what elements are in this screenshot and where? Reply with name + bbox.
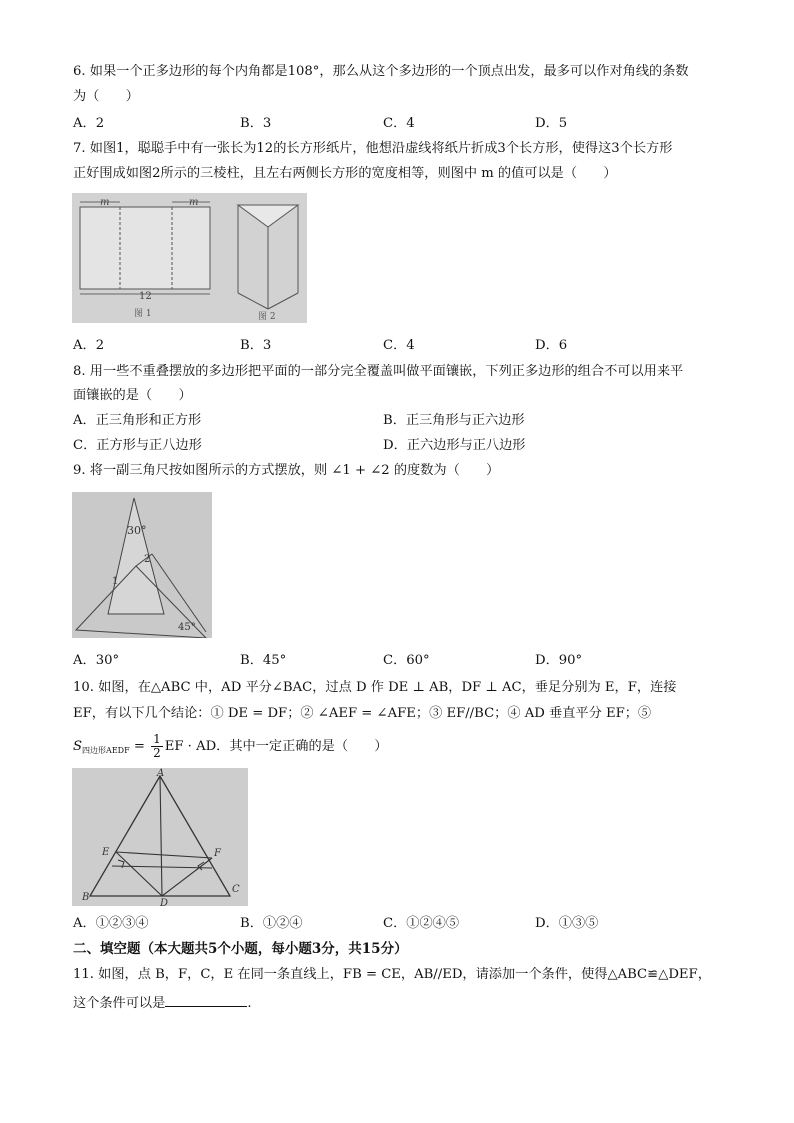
q11-stem-line1: 11. 如图，点 B，F，C，E 在同一条直线上，FB = CE，AB//ED，请添加一个条件，使得△ABC≌△DEF，: [73, 967, 711, 982]
q8-option-a: A．正三角形和正方形: [73, 413, 202, 428]
q10-label-f: F: [214, 848, 221, 859]
q7-option-a: A．2: [73, 338, 105, 353]
q10-stem-line2: EF，有以下几个结论：① DE = DF；② ∠AEF = ∠AFE；③ EF//BC；④ AD 垂直平分 EF；⑤: [73, 706, 652, 721]
q7-label-m-left: m: [100, 197, 110, 208]
q10-stem-line1: 10. 如图，在△ABC 中，AD 平分∠BAC，过点 D 作 DE ⊥ AB，DF ⊥ AC，垂足分别为 E，F，连接: [73, 680, 677, 695]
q10-figure: [72, 768, 248, 906]
q9-angle-30: 30°: [127, 524, 147, 537]
q8-option-c: C．正方形与正八边形: [73, 438, 202, 453]
q7-label-m-right: m: [189, 197, 199, 208]
q10-option-d: D．①③⑤: [535, 916, 599, 931]
q6-option-c: C．4: [383, 116, 415, 131]
q6-stem-line1: 6. 如果一个正多边形的每个内角都是108°，那么从这个多边形的一个顶点出发，最多可以作对角线的条数: [73, 64, 689, 79]
q10-stem-line3: [73, 733, 388, 763]
q11-answer-blank[interactable]: [165, 993, 247, 1007]
q6-option-b: B．3: [240, 116, 272, 131]
q7-label-length: 12: [139, 291, 152, 302]
q7-option-d: D．6: [535, 338, 568, 353]
q9-option-a: A．30°: [73, 653, 120, 668]
q10-label-d: D: [160, 898, 169, 906]
q10-fraction-denominator: 2: [153, 746, 161, 760]
q10-fraction: [151, 733, 163, 760]
section2-title: 二、填空题（本大题共5个小题，每小题3分，共15分）: [73, 941, 408, 957]
q6-stem-line2: 为（ ）: [73, 89, 139, 104]
q6-option-a: A．2: [73, 116, 105, 131]
q11-stem-period: .: [247, 996, 252, 1011]
q10-label-e: E: [102, 847, 110, 858]
q8-stem-line2: 面镶嵌的是（ ）: [73, 388, 192, 403]
q8-option-d: D．正六边形与正八边形: [383, 438, 526, 453]
q10-equals: =: [129, 739, 150, 754]
q10-label-a: A: [157, 768, 165, 779]
q8-stem-line1: 8. 用一些不重叠摆放的多边形把平面的一部分完全覆盖叫做平面镶嵌，下列正多边形的组合不可以用来平: [73, 364, 684, 379]
q7-option-b: B．3: [240, 338, 272, 353]
q9-option-c: C．60°: [383, 653, 430, 668]
q9-angle-45: 45°: [178, 622, 196, 633]
q7-stem-line1: 7. 如图1，聪聪手中有一张长为12的长方形纸片，他想沿虚线将纸片折成3个长方形，使得这3个长方形: [73, 141, 673, 156]
q10-option-a: A．①②③④: [73, 916, 149, 931]
q7-option-c: C．4: [383, 338, 415, 353]
q9-figure: [72, 492, 212, 638]
q11-stem-line2-text: 这个条件可以是: [73, 996, 166, 1011]
q10-area-subscript: 四边形AEDF: [82, 746, 130, 755]
q10-option-b: B．①②④: [240, 916, 303, 931]
q9-label-2: 2: [144, 554, 151, 565]
q9-label-1: 1: [112, 576, 119, 587]
q9-option-b: B．45°: [240, 653, 287, 668]
q9-stem: 9. 将一副三角尺按如图所示的方式摆放，则 ∠1 + ∠2 的度数为（ ）: [73, 463, 500, 478]
q9-option-d: D．90°: [535, 653, 583, 668]
q10-fraction-numerator: 1: [153, 732, 161, 746]
q7-caption-2: 图 2: [258, 312, 276, 322]
q10-area-symbol: S: [73, 739, 83, 754]
q10-option-c: C．①②④⑤: [383, 916, 460, 931]
q11-stem-line2: [73, 993, 252, 1013]
q7-figure: [72, 193, 307, 323]
q10-label-c: C: [232, 884, 240, 895]
q7-caption-1: 图 1: [134, 309, 152, 319]
q10-label-b: B: [82, 892, 90, 903]
q10-stem-tail: EF · AD．其中一定正确的是（ ）: [164, 739, 388, 754]
q7-stem-line2: 正好围成如图2所示的三棱柱，且左右两侧长方形的宽度相等，则图中 m 的值可以是（ ）: [73, 166, 617, 181]
q8-option-b: B．正三角形与正六边形: [383, 413, 525, 428]
q6-option-d: D．5: [535, 116, 568, 131]
